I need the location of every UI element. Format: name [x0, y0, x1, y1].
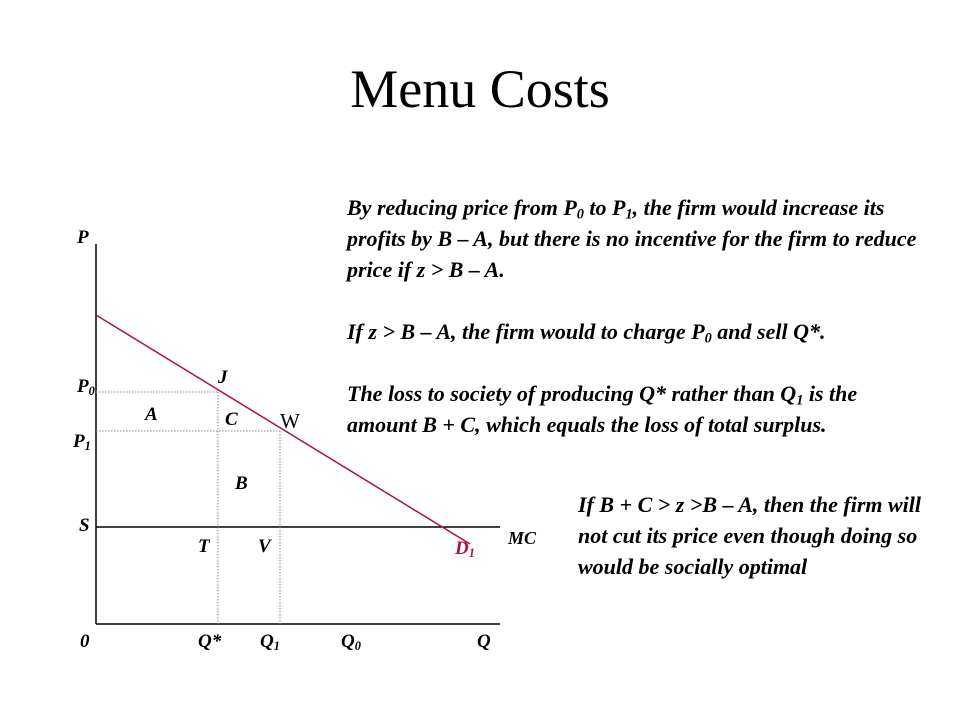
- point-t-label: T: [198, 536, 210, 557]
- point-w-label: W: [280, 409, 300, 433]
- s-label: S: [79, 515, 90, 536]
- q1-label: $Q_1$: [260, 631, 280, 654]
- q0-label: $Q_0$: [341, 631, 361, 654]
- area-a-label: A: [145, 404, 158, 425]
- qstar-label: Q*: [198, 631, 222, 652]
- point-j-label: J: [218, 367, 228, 388]
- origin-label: 0: [80, 631, 90, 652]
- demand-label: $D_1$: [455, 538, 475, 561]
- area-b-label: B: [235, 473, 248, 494]
- quantity-axis-label: Q: [477, 631, 491, 652]
- p1-label: $P_1$: [73, 431, 91, 454]
- mc-label: MC: [508, 528, 537, 548]
- explanation-paragraph-1: By reducing price from $P_0$ to $P_1$, the firm would increase its profits by B – A, but there is no incentive for the firm to reduce price if z > B – A.: [347, 195, 917, 282]
- conclusion-note: If B + C > z >B – A, then the firm will not cut its price even though doing so would be socially optimal: [578, 492, 922, 579]
- explanation-paragraph-2: If z > B – A, the firm would to charge $P_0$ and sell Q*.: [347, 319, 826, 347]
- area-c-label: C: [225, 409, 238, 430]
- point-v-label: V: [258, 536, 271, 557]
- price-axis-label: P: [77, 227, 89, 248]
- slide-title: Menu Costs: [350, 59, 610, 119]
- explanation-text: [347, 192, 947, 440]
- explanation-paragraph-3: The loss to society of producing Q* rather than $Q_1$ is the amount B + C, which equals the loss of total surplus.: [347, 381, 858, 437]
- p0-label: $P_0$: [77, 376, 95, 399]
